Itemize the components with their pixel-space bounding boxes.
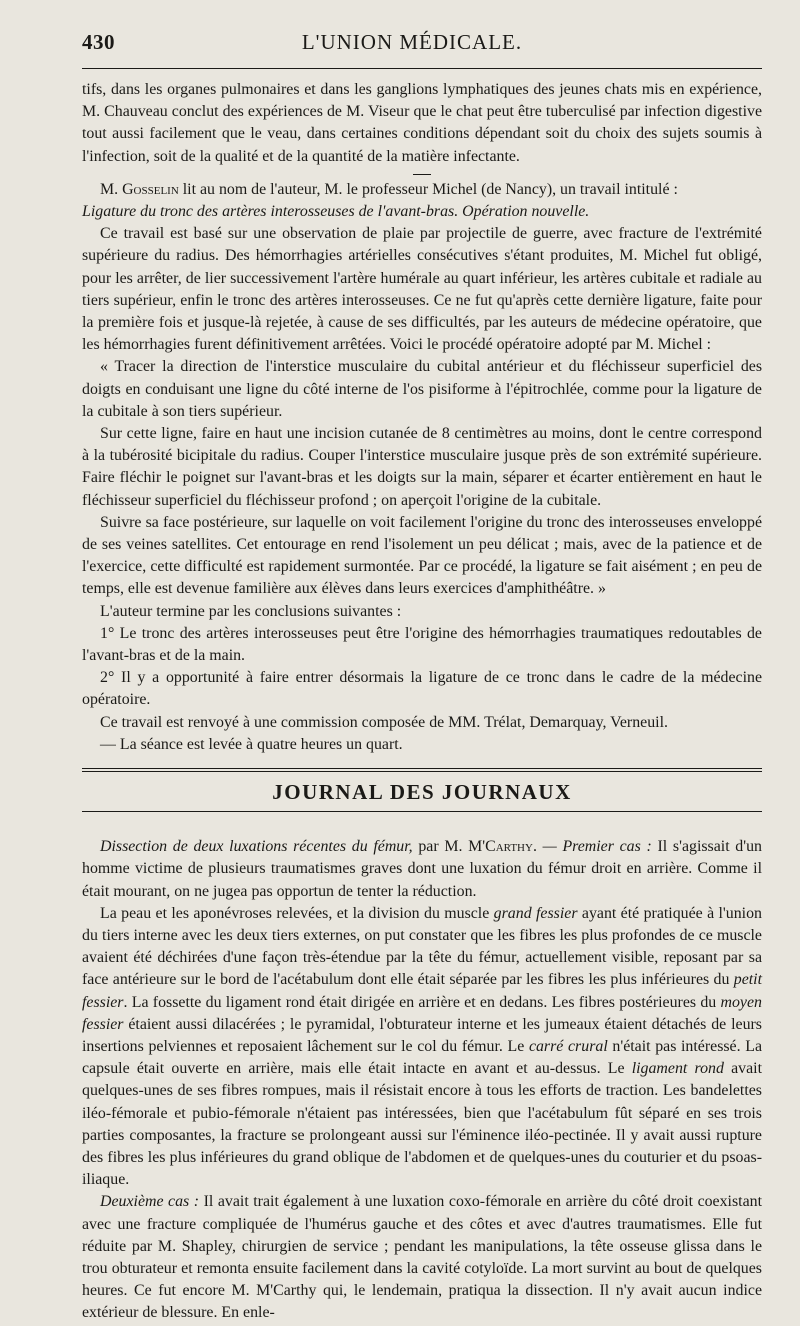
continued-paragraph: tifs, dans les organes pulmonaires et dans les ganglions lymphatiques des jeunes chats mis en expérience, M. Chauveau conclut des expériences de M. Viseur que le chat peut être tuberculisé par infection digestive tout aussi facilement que le veau, dans certaines conditions dépendant soit du choix des sujets soumis à l'infection, soit de la qualité et de la quantité de la matière infectante. [82, 81, 762, 165]
text-run: La peau et les aponévroses relevées, et la division du muscle [100, 904, 494, 922]
work-title [82, 201, 762, 223]
text-run: étaient aussi dilacérées ; le pyramidal, l'obturateur interne et les jumeaux étaient détachés de leurs insertions pelviennes et reposaient lâchement sur le col du fémur. Le [82, 1015, 762, 1055]
paragraph-quote-3: Suivre sa face postérieure, sur laquelle on voit facilement l'origine du tronc des interosseuses enveloppé de ses veines satellites. Cet entourage en rend l'isolement un peu délicat ; mais, avec de la patience et de l'exercice, cette difficulté est rapidement surmontée. Par ce procédé, la ligature se fait aisément ; en peu de temps, elle est devenue familière aux élèves dans leurs exercices d'amphithéâtre. » [82, 513, 762, 598]
paragraph-seance-close: — La séance est levée à quatre heures un quart. [100, 735, 403, 753]
case-2-label: Deuxième cas : [100, 1193, 200, 1211]
gosselin-paragraph [82, 179, 762, 201]
article-first-paragraph [82, 836, 762, 903]
paragraph-quote-2: Sur cette ligne, faire en haut une incision cutanée de 8 centimètres au moins, dont le centre correspond à la tubérosité bicipitale du radius. Couper l'interstice musculaire jusque près de son extrémité supérieure. Faire fléchir le poignet sur l'avant-bras et les doigts sur la main, séparer et écarter entièrement en haut le fléchisseur superficiel du fléchisseur profond ; on aperçoit l'origine de la cubitale. [82, 425, 762, 509]
term-moyen-fessier: moyen fessier [82, 993, 762, 1033]
paragraph-conclusions-intro: L'auteur termine par les conclusions suivantes : [100, 602, 402, 620]
article-title: Dissection de deux luxations récentes du fémur, [100, 838, 413, 856]
work-title-text: Ligature du tronc des artères interosseuses de l'avant-bras. Opération nouvelle. [82, 203, 590, 221]
section-rule-bottom [82, 811, 762, 812]
page-number: 430 [82, 30, 115, 54]
term-grand-fessier: grand fessier [493, 904, 578, 922]
article-second-paragraph [82, 903, 762, 1192]
text-run: . La fossette du ligament rond était dirigée en arrière et en dedans. Les fibres postérieures du [123, 993, 721, 1011]
case-1-text: Il s'agissait d'un homme victime de plusieurs traumatismes graves dont une luxation du fémur droit en arrière. Comme il était mourant, on ne jugea pas opportun de tenter la réduction. [82, 838, 762, 900]
header-rule [82, 68, 762, 69]
article-author: M'Carthy. [468, 838, 537, 856]
gosselin-text: lit au nom de l'auteur, M. le professeur Michel (de Nancy), un travail intitulé : [178, 180, 678, 198]
paragraph-conclusion-2: 2° Il y a opportunité à faire entrer désormais la ligature de ce tronc dans le cadre de la médecine opératoire. [82, 669, 762, 709]
paragraph-quote-1: « Tracer la direction de l'interstice musculaire du cubital antérieur et du fléchisseur superficiel des doigts en conduisant une ligne du côté interne de l'os pisiforme à l'épitrochlée, comme pour la ligature de la cubitale à son tiers supérieur. [82, 358, 762, 420]
section-rule-thin [82, 771, 762, 772]
running-title: L'UNION MÉDICALE. [301, 30, 523, 54]
paragraph-observation: Ce travail est basé sur une observation de plaie par projectile de guerre, avec fracture de l'extrémité supérieure du radius. Des hémorrhagies artérielles consécutives s'étant produites, M. Michel fut obligé, pour les arrêter, de lier successivement l'artère humérale au quart inférieur, les artères cubitale et radiale au tiers supérieur, enfin le tronc des artères interosseuses. Ce ne fut qu'après cette dernière ligature, faite pour la première fois et jusque-là rejetée, à cause de ses difficultés, par les auteurs de médecine opératoire, que les hémorrhagies furent définitivement arrêtées. Voici le procédé opératoire adopté par M. Michel : [82, 225, 762, 354]
article-author-prefix: par M. [412, 838, 469, 856]
text-run: n'était pas intéressé. La capsule était ouverte en arrière, mais elle était intacte en avant et au-dessus. Le [82, 1037, 762, 1078]
case-2-text: Il avait trait également à une luxation coxo-fémorale en arrière du côté droit coexistant avec une fracture compliquée de l'humérus gauche et des côtes et avec d'autres traumatismes. Elle fut réduite par M. Shapley, chirurgien de service ; pendant les manipulations, la tête osseuse glissa dans le trou obturateur et remonta ensuite facilement dans la cavité cotyloïde. La mort survint au bout de quelques heures. Ce fut encore M. M'Carthy qui, le lendemain, pratiqua la dissection. Il n'y avait aucun indice extérieur de blessure. En enle- [82, 1193, 762, 1322]
section-title: JOURNAL DES JOURNAUX [272, 780, 572, 805]
article-third-paragraph [82, 1191, 762, 1324]
term-carre-crural: carré crural [528, 1037, 608, 1055]
section-rule-thick [82, 768, 762, 769]
page-header [82, 30, 762, 62]
term-ligament-rond: ligament rond [631, 1060, 724, 1078]
speaker-name: M. Gosselin [100, 180, 179, 198]
term-petit-fessier: petit fessier [82, 971, 762, 1011]
section-rules-top [82, 768, 762, 772]
case-1-label: — Premier cas : [536, 838, 652, 856]
paragraph-conclusion-1: 1° Le tronc des artères interosseuses peut être l'origine des hémorrhagies traumatiques redoutables de l'avant-bras et de la main. [82, 624, 762, 665]
text-run: avait quelques-unes de ses fibres rompues, mais il résistait encore à tous les efforts de traction. Les bandelettes iléo-fémorale et pubio-fémorale n'étaient pas intéressées, bien que l'acétabulum fût séparé en ses trois parties composantes, la fracture se prolongeant aussi sur l'éminence iléo-pectinée. Il y avait aussi rupture des fibres les plus inférieures du grand oblique de l'abdomen et de quelques-unes du couturier et du psoas-iliaque. [82, 1060, 763, 1189]
separator-dash [413, 174, 431, 175]
text-run: ayant été pratiquée à l'union du tiers interne avec les deux tiers externes, on put constater que les fibres les plus profondes de ce muscle avaient été déchirées d'une façon très-étendue par la tête du fémur, actuellement visible, reposant par sa face antérieure sur le bord de l'acétabulum dont elle était séparée par les fibres les plus inférieures du [82, 904, 762, 989]
paragraph-commission: Ce travail est renvoyé à une commission composée de MM. Trélat, Demarquay, Verneuil. [100, 713, 668, 731]
